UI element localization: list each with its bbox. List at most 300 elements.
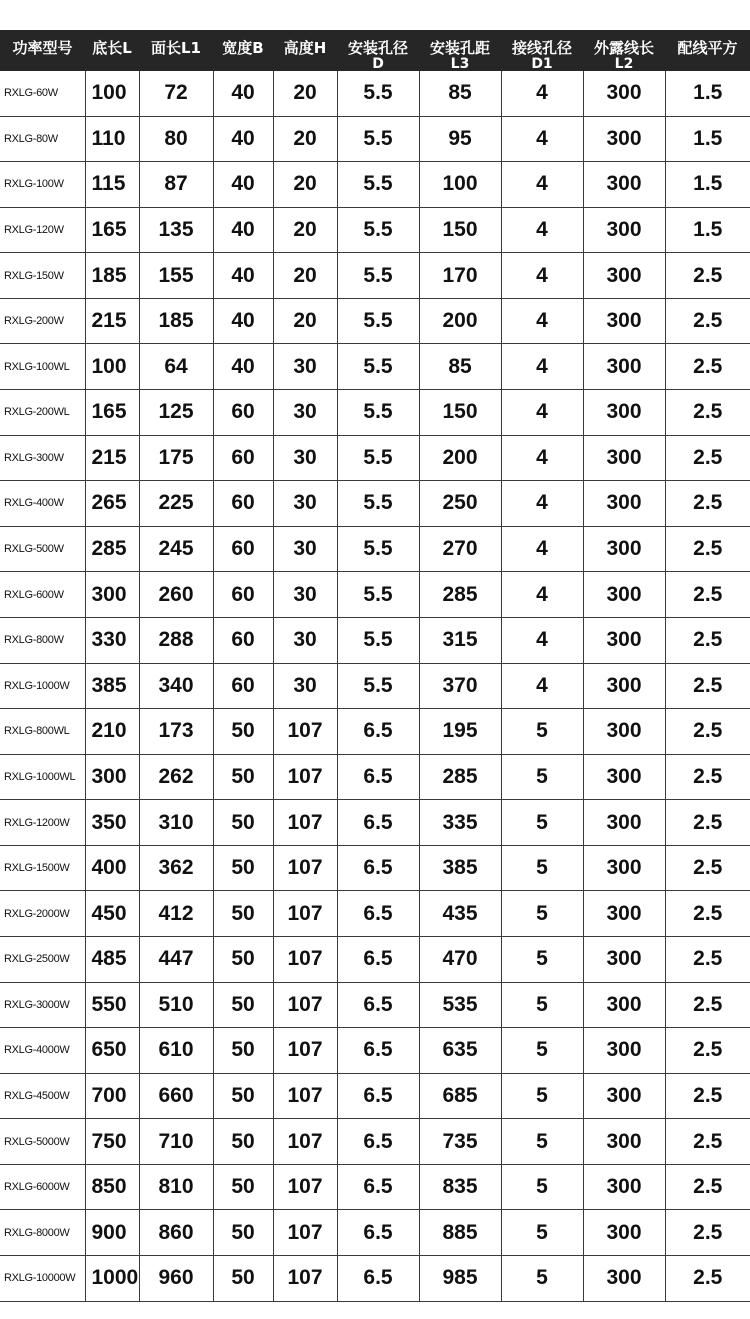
value-cell: 5 [501,1028,583,1074]
model-cell: RXLG-200W [0,298,85,344]
value-cell: 310 [139,800,213,846]
value-cell: 4 [501,526,583,572]
value-cell: 450 [85,891,139,937]
value-cell: 300 [583,754,665,800]
value-cell: 5 [501,1210,583,1256]
value-cell: 40 [213,162,273,208]
value-cell: 20 [273,298,337,344]
value-cell: 300 [583,1164,665,1210]
value-cell: 4 [501,207,583,253]
value-cell: 2.5 [665,891,750,937]
value-cell: 115 [85,162,139,208]
value-cell: 155 [139,253,213,299]
value-cell: 210 [85,709,139,755]
value-cell: 610 [139,1028,213,1074]
value-cell: 300 [583,1028,665,1074]
value-cell: 2.5 [665,435,750,481]
column-header-content [665,30,750,57]
value-cell: 300 [583,253,665,299]
value-cell: 60 [213,526,273,572]
column-header-sublabel: D [372,56,384,72]
column-header-content [0,30,85,57]
table-row [0,162,750,208]
value-cell: 50 [213,1210,273,1256]
value-cell: 550 [85,982,139,1028]
table-row [0,936,750,982]
value-cell: 285 [419,754,501,800]
value-cell: 4 [501,71,583,116]
value-cell: 300 [583,891,665,937]
value-cell: 510 [139,982,213,1028]
value-cell: 710 [139,1119,213,1165]
value-cell: 300 [583,481,665,527]
value-cell: 60 [213,390,273,436]
value-cell: 300 [583,800,665,846]
value-cell: 150 [419,207,501,253]
value-cell: 2.5 [665,845,750,891]
value-cell: 300 [583,709,665,755]
table-row [0,1164,750,1210]
value-cell: 5 [501,1164,583,1210]
value-cell: 300 [85,572,139,618]
value-cell: 735 [419,1119,501,1165]
value-cell: 107 [273,936,337,982]
value-cell: 195 [419,709,501,755]
table-row [0,845,750,891]
column-header-label: 外露线长 [593,39,654,57]
column-header-content [273,30,337,57]
value-cell: 107 [273,754,337,800]
model-cell: RXLG-5000W [0,1119,85,1165]
column-header [583,30,665,71]
value-cell: 200 [419,298,501,344]
value-cell: 50 [213,1073,273,1119]
table-row [0,526,750,572]
column-header-sublabel: D1 [531,56,553,72]
value-cell: 6.5 [337,891,419,937]
value-cell: 125 [139,390,213,436]
value-cell: 85 [419,71,501,116]
table-row [0,1028,750,1074]
value-cell: 30 [273,481,337,527]
value-cell: 50 [213,891,273,937]
value-cell: 150 [419,390,501,436]
value-cell: 470 [419,936,501,982]
value-cell: 340 [139,663,213,709]
value-cell: 700 [85,1073,139,1119]
value-cell: 5 [501,1073,583,1119]
model-cell: RXLG-1500W [0,845,85,891]
value-cell: 64 [139,344,213,390]
value-cell: 165 [85,390,139,436]
value-cell: 270 [419,526,501,572]
value-cell: 170 [419,253,501,299]
table-row [0,207,750,253]
value-cell: 40 [213,207,273,253]
value-cell: 30 [273,526,337,572]
value-cell: 6.5 [337,800,419,846]
value-cell: 5.5 [337,298,419,344]
table-row [0,253,750,299]
table-row [0,1119,750,1165]
column-header-content [337,30,419,71]
value-cell: 20 [273,253,337,299]
value-cell: 5.5 [337,207,419,253]
table-row [0,344,750,390]
model-cell: RXLG-600W [0,572,85,618]
value-cell: 315 [419,617,501,663]
value-cell: 60 [213,481,273,527]
value-cell: 50 [213,709,273,755]
value-cell: 300 [583,526,665,572]
value-cell: 60 [213,617,273,663]
value-cell: 2.5 [665,390,750,436]
value-cell: 20 [273,207,337,253]
value-cell: 435 [419,891,501,937]
value-cell: 300 [583,390,665,436]
value-cell: 107 [273,891,337,937]
column-header [213,30,273,71]
model-cell: RXLG-100WL [0,344,85,390]
value-cell: 2.5 [665,709,750,755]
value-cell: 215 [85,298,139,344]
value-cell: 300 [583,298,665,344]
table-row [0,116,750,162]
value-cell: 5.5 [337,435,419,481]
value-cell: 20 [273,116,337,162]
value-cell: 300 [583,845,665,891]
value-cell: 50 [213,1119,273,1165]
value-cell: 300 [583,71,665,116]
value-cell: 30 [273,572,337,618]
value-cell: 107 [273,800,337,846]
value-cell: 4 [501,617,583,663]
table-row [0,663,750,709]
value-cell: 50 [213,845,273,891]
value-cell: 300 [583,572,665,618]
value-cell: 300 [583,617,665,663]
value-cell: 6.5 [337,982,419,1028]
table-row [0,1256,750,1302]
value-cell: 30 [273,663,337,709]
value-cell: 300 [583,936,665,982]
value-cell: 5 [501,754,583,800]
table-header-row [0,30,750,71]
value-cell: 5.5 [337,526,419,572]
value-cell: 5.5 [337,253,419,299]
model-cell: RXLG-1000WL [0,754,85,800]
value-cell: 4 [501,162,583,208]
value-cell: 6.5 [337,1164,419,1210]
column-header [85,30,139,71]
value-cell: 300 [583,1210,665,1256]
value-cell: 50 [213,982,273,1028]
table-row [0,1210,750,1256]
model-cell: RXLG-800W [0,617,85,663]
model-cell: RXLG-6000W [0,1164,85,1210]
model-cell: RXLG-3000W [0,982,85,1028]
value-cell: 385 [85,663,139,709]
table-row [0,709,750,755]
value-cell: 2.5 [665,936,750,982]
model-cell: RXLG-4500W [0,1073,85,1119]
value-cell: 835 [419,1164,501,1210]
value-cell: 300 [583,116,665,162]
value-cell: 40 [213,71,273,116]
value-cell: 4 [501,435,583,481]
table-row [0,298,750,344]
value-cell: 300 [583,344,665,390]
value-cell: 40 [213,298,273,344]
value-cell: 6.5 [337,1028,419,1074]
value-cell: 2.5 [665,1028,750,1074]
value-cell: 2.5 [665,1210,750,1256]
value-cell: 2.5 [665,1119,750,1165]
value-cell: 1.5 [665,207,750,253]
value-cell: 50 [213,1028,273,1074]
value-cell: 1.5 [665,71,750,116]
value-cell: 2.5 [665,526,750,572]
value-cell: 5.5 [337,390,419,436]
value-cell: 288 [139,617,213,663]
table-row [0,617,750,663]
value-cell: 300 [583,207,665,253]
value-cell: 40 [213,253,273,299]
value-cell: 2.5 [665,663,750,709]
value-cell: 300 [85,754,139,800]
model-cell: RXLG-120W [0,207,85,253]
spec-table [0,30,750,1302]
model-cell: RXLG-1200W [0,800,85,846]
value-cell: 175 [139,435,213,481]
column-header-sublabel: L3 [450,56,470,72]
column-header [337,30,419,71]
model-cell: RXLG-400W [0,481,85,527]
value-cell: 185 [139,298,213,344]
value-cell: 285 [85,526,139,572]
value-cell: 107 [273,1119,337,1165]
model-cell: RXLG-2500W [0,936,85,982]
value-cell: 95 [419,116,501,162]
value-cell: 225 [139,481,213,527]
value-cell: 5.5 [337,572,419,618]
column-header-sublabel: L2 [614,56,634,72]
value-cell: 2.5 [665,1256,750,1302]
value-cell: 1.5 [665,162,750,208]
column-header [419,30,501,71]
value-cell: 262 [139,754,213,800]
value-cell: 4 [501,344,583,390]
value-cell: 6.5 [337,1210,419,1256]
value-cell: 185 [85,253,139,299]
value-cell: 107 [273,845,337,891]
value-cell: 335 [419,800,501,846]
value-cell: 6.5 [337,709,419,755]
value-cell: 5 [501,891,583,937]
table-row [0,1073,750,1119]
value-cell: 400 [85,845,139,891]
value-cell: 107 [273,709,337,755]
value-cell: 4 [501,116,583,162]
value-cell: 5 [501,1119,583,1165]
value-cell: 4 [501,572,583,618]
value-cell: 72 [139,71,213,116]
value-cell: 5.5 [337,481,419,527]
value-cell: 50 [213,936,273,982]
value-cell: 87 [139,162,213,208]
value-cell: 85 [419,344,501,390]
table-row [0,71,750,116]
value-cell: 300 [583,1256,665,1302]
value-cell: 245 [139,526,213,572]
value-cell: 80 [139,116,213,162]
value-cell: 2.5 [665,572,750,618]
value-cell: 300 [583,1119,665,1165]
value-cell: 165 [85,207,139,253]
column-header-label: 安装孔径 [347,39,408,57]
table-row [0,754,750,800]
value-cell: 6.5 [337,845,419,891]
value-cell: 20 [273,162,337,208]
column-header-label: 底长L [92,39,132,57]
value-cell: 300 [583,663,665,709]
value-cell: 300 [583,162,665,208]
value-cell: 685 [419,1073,501,1119]
column-header [0,30,85,71]
value-cell: 300 [583,1073,665,1119]
model-cell: RXLG-1000W [0,663,85,709]
column-header-content [85,30,139,57]
column-header [139,30,213,71]
column-header-label: 面长L1 [151,39,201,57]
value-cell: 362 [139,845,213,891]
value-cell: 30 [273,617,337,663]
value-cell: 5.5 [337,617,419,663]
value-cell: 750 [85,1119,139,1165]
value-cell: 300 [583,982,665,1028]
value-cell: 107 [273,1256,337,1302]
value-cell: 5.5 [337,344,419,390]
value-cell: 2.5 [665,344,750,390]
model-cell: RXLG-500W [0,526,85,572]
column-header-label: 接线孔径 [511,39,572,57]
model-cell: RXLG-8000W [0,1210,85,1256]
value-cell: 173 [139,709,213,755]
value-cell: 2.5 [665,253,750,299]
value-cell: 5 [501,982,583,1028]
value-cell: 60 [213,435,273,481]
value-cell: 2.5 [665,617,750,663]
value-cell: 107 [273,1210,337,1256]
value-cell: 40 [213,116,273,162]
model-cell: RXLG-2000W [0,891,85,937]
value-cell: 447 [139,936,213,982]
value-cell: 2.5 [665,481,750,527]
value-cell: 1.5 [665,116,750,162]
value-cell: 2.5 [665,1164,750,1210]
model-cell: RXLG-4000W [0,1028,85,1074]
value-cell: 2.5 [665,982,750,1028]
value-cell: 5.5 [337,116,419,162]
value-cell: 6.5 [337,1256,419,1302]
value-cell: 2.5 [665,1073,750,1119]
value-cell: 20 [273,71,337,116]
value-cell: 107 [273,1164,337,1210]
model-cell: RXLG-300W [0,435,85,481]
column-header-content [583,30,665,71]
value-cell: 60 [213,663,273,709]
value-cell: 50 [213,754,273,800]
value-cell: 535 [419,982,501,1028]
model-cell: RXLG-100W [0,162,85,208]
column-header-content [213,30,273,57]
spec-table-container [0,30,750,1302]
value-cell: 110 [85,116,139,162]
value-cell: 200 [419,435,501,481]
value-cell: 4 [501,253,583,299]
value-cell: 100 [85,71,139,116]
value-cell: 960 [139,1256,213,1302]
value-cell: 300 [583,435,665,481]
value-cell: 5 [501,845,583,891]
table-row [0,435,750,481]
column-header-label: 安装孔距 [429,39,490,57]
column-header-label: 宽度B [222,39,264,57]
column-header [501,30,583,71]
table-row [0,572,750,618]
value-cell: 5.5 [337,71,419,116]
value-cell: 50 [213,1164,273,1210]
value-cell: 30 [273,435,337,481]
value-cell: 30 [273,344,337,390]
value-cell: 6.5 [337,936,419,982]
value-cell: 100 [85,344,139,390]
value-cell: 4 [501,390,583,436]
value-cell: 660 [139,1073,213,1119]
value-cell: 850 [85,1164,139,1210]
value-cell: 100 [419,162,501,208]
model-cell: RXLG-80W [0,116,85,162]
model-cell: RXLG-60W [0,71,85,116]
value-cell: 50 [213,800,273,846]
value-cell: 107 [273,1028,337,1074]
value-cell: 4 [501,298,583,344]
value-cell: 5 [501,1256,583,1302]
table-row [0,891,750,937]
value-cell: 385 [419,845,501,891]
value-cell: 265 [85,481,139,527]
value-cell: 50 [213,1256,273,1302]
value-cell: 4 [501,663,583,709]
value-cell: 5 [501,936,583,982]
value-cell: 810 [139,1164,213,1210]
value-cell: 650 [85,1028,139,1074]
column-header-content [501,30,583,71]
value-cell: 250 [419,481,501,527]
value-cell: 285 [419,572,501,618]
value-cell: 900 [85,1210,139,1256]
table-row [0,800,750,846]
value-cell: 107 [273,1073,337,1119]
table-row [0,390,750,436]
value-cell: 1000 [85,1256,139,1302]
value-cell: 6.5 [337,1073,419,1119]
table-row [0,481,750,527]
value-cell: 30 [273,390,337,436]
value-cell: 60 [213,572,273,618]
value-cell: 215 [85,435,139,481]
value-cell: 860 [139,1210,213,1256]
